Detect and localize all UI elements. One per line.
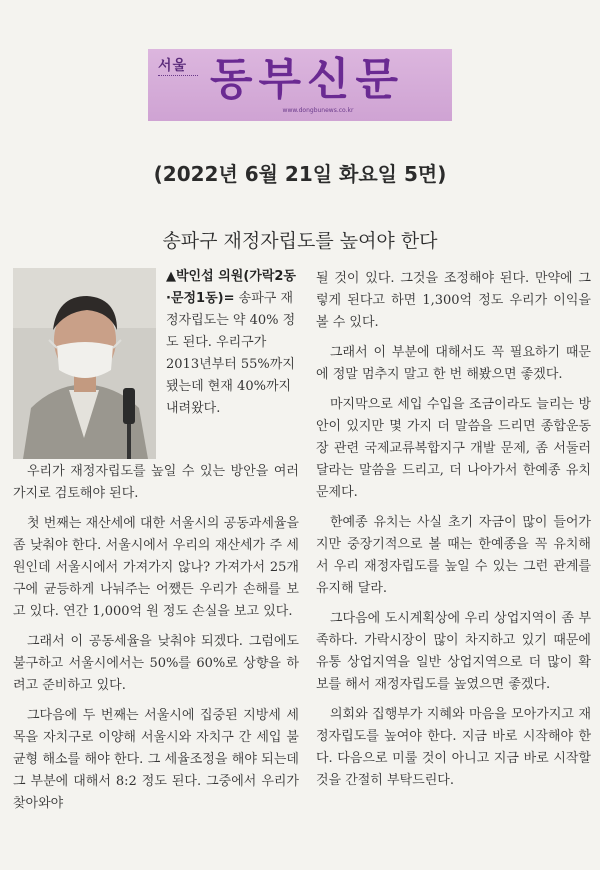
newspaper-masthead [148, 49, 452, 121]
speaker-byline: ▲박인섭 의원(가락2동·문정1동)= [166, 269, 296, 306]
paragraph: 될 것이 있다. 그것을 조정해야 된다. 만약에 그렇게 된다고 하면 1,300억 정도 우리가 이익을 볼 수 있다. [316, 271, 591, 330]
masthead-title: 동부신문 [210, 54, 405, 105]
speaker-photo [13, 268, 156, 459]
left-column [13, 461, 299, 815]
masthead-region: 서울 [158, 58, 188, 74]
paragraph: 그다음에 두 번째는 서울시에 집중된 지방세 세목을 자치구로 이양해 서울시와 자치구 간 세입 불균형 해소를 해야 한다. 그 세율조정을 해야 되는데 그 부분에 대해서 8:2 정도 된다. 그중에서 우리가 찾아와야 [13, 708, 299, 811]
intro-text: 송파구 재정자립도는 약 40% 정도 된다. 우리구가 2013년부터 55%까지 됐는데 현재 40%까지 내려왔다. [166, 291, 296, 416]
paragraph: 마지막으로 세입 수입을 조금이라도 늘리는 방안이 있지만 몇 가지 더 말씀을 드리면 종합운동장 관련 국제교류복합지구 개발 문제, 좀 서둘러 달라는 말씀을 드리고, 더 나아가서 한예종 유치문제다. [316, 397, 591, 500]
paragraph: 그다음에 도시계획상에 우리 상업지역이 좀 부족하다. 가락시장이 많이 차지하고 있기 때문에 유통 상업지역을 일반 상업지역으로 더 많이 확보를 해서 재정자립도를 높였으면 좋겠다. [316, 611, 591, 692]
paragraph: 의회와 집행부가 지혜와 마음을 모아가지고 재정자립도를 높여야 한다. 지금 바로 시작해야 한다. 다음으로 미룰 것이 아니고 지금 바로 시작할 것을 간절히 부탁드린다. [316, 707, 591, 788]
paragraph: 그래서 이 공동세율을 낮춰야 되겠다. 그럼에도 불구하고 서울시에서는 50%를 60%로 상향을 하려고 준비하고 있다. [13, 634, 299, 693]
portrait-illustration [13, 268, 156, 459]
right-column [316, 268, 591, 792]
dateline: (2022년 6월 21일 화요일 5면) [153, 162, 447, 186]
masthead-url: www.dongbunews.co.kr [282, 107, 354, 114]
byline-block [166, 266, 298, 420]
paragraph: 그래서 이 부분에 대해서도 꼭 필요하기 때문에 정말 멈추지 말고 한 번 해봤으면 좋겠다. [316, 345, 591, 382]
article-headline: 송파구 재정자립도를 높여야 한다 [162, 230, 438, 252]
paragraph: 한예종 유치는 사실 초기 자금이 많이 들어가지만 중장기적으로 볼 때는 한예종을 꼭 유치해서 우리 재정자립도를 높일 수 있는 그런 관계를 유지해 달라. [316, 515, 591, 596]
paragraph: 첫 번째는 재산세에 대한 서울시의 공동과세율을 좀 낮춰야 한다. 서울시에서 우리의 재산세가 주 세원인데 서울시에서 가져가지 않나? 가져가서 25개 구에 균등하게 나눠주는 어쨌든 우리가 손해를 보고 있다. 연간 1,000억 원 정도 손실을 보고 있다. [13, 516, 299, 619]
masthead-decoration [158, 75, 198, 79]
paragraph: 우리가 재정자립도를 높일 수 있는 방안을 여러 가지로 검토해야 된다. [13, 464, 299, 501]
